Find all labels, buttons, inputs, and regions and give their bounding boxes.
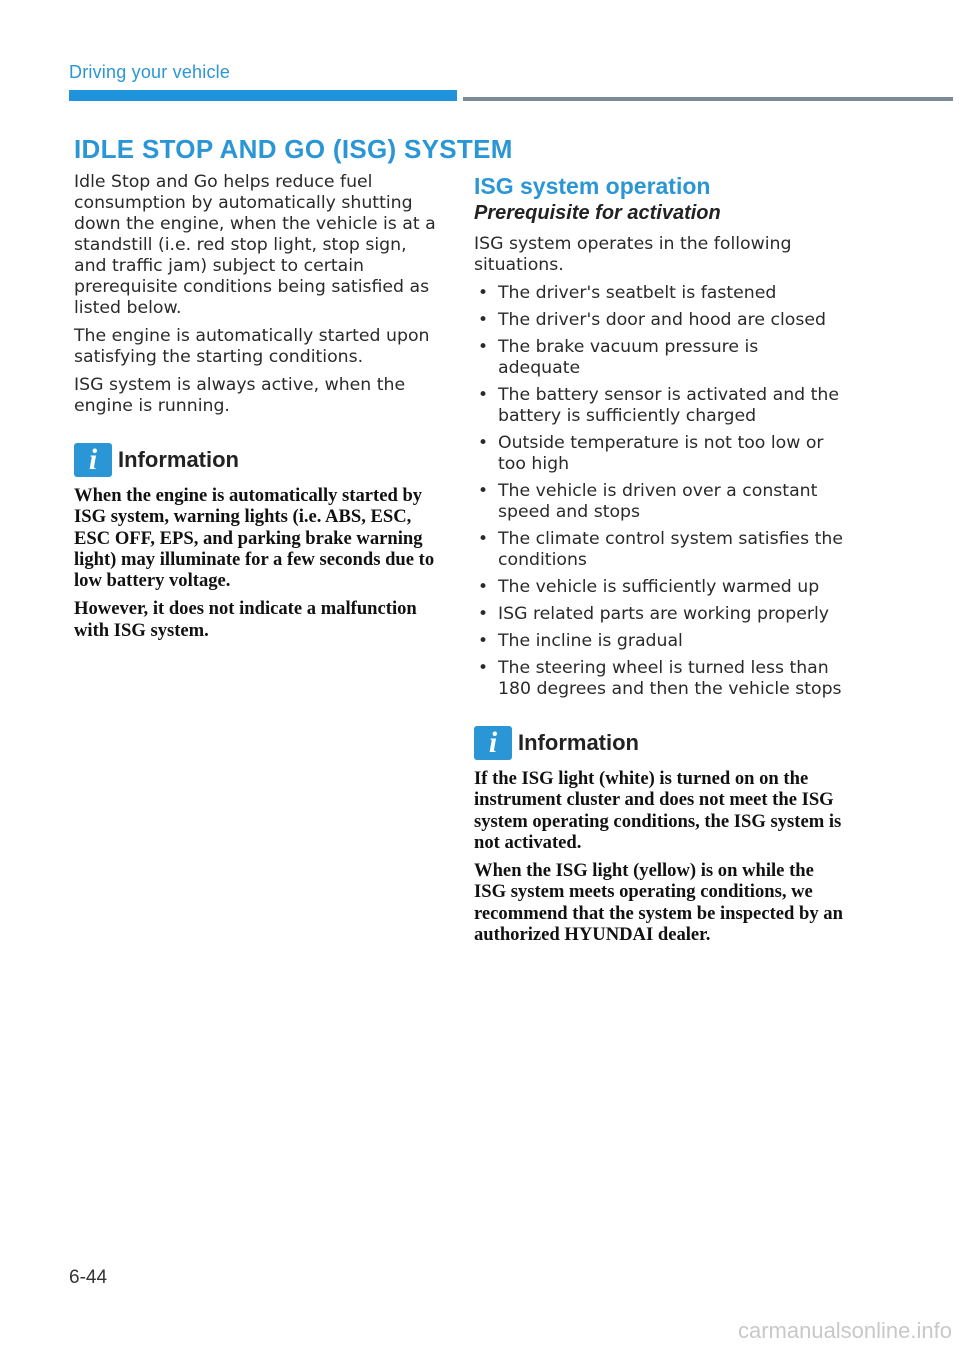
- information-note: When the engine is automatically started by ISG system, warning lights (i.e. ABS, ESC, ESC OFF, EPS, and parking brake warning light) may illuminate for a few seconds due to low battery voltage.: [74, 485, 435, 592]
- information-header: [474, 726, 844, 760]
- bullet-icon: •: [478, 604, 489, 624]
- information-icon: i: [474, 726, 512, 760]
- list-item: • The battery sensor is activated and the battery is sufficiently charged: [478, 385, 839, 426]
- bullet-icon: •: [478, 529, 489, 549]
- header-accent-bar: [69, 90, 457, 101]
- information-label: Information: [518, 730, 639, 755]
- list-item: • ISG related parts are working properly: [478, 604, 829, 624]
- bullet-icon: •: [478, 310, 489, 330]
- information-note: When the ISG light (yellow) is on while the ISG system meets operating conditions, we recommend that the system be inspected by an authorized HYUNDAI dealer.: [474, 860, 843, 946]
- bullet-icon: •: [478, 433, 489, 453]
- information-header: [74, 443, 444, 477]
- bullet-icon: •: [478, 658, 489, 678]
- information-note: However, it does not indicate a malfunction with ISG system.: [74, 598, 417, 641]
- information-icon: i: [74, 443, 112, 477]
- list-item: • The steering wheel is turned less than 180 degrees and then the vehicle stops: [478, 658, 842, 699]
- list-item: • The climate control system satisfies the conditions: [478, 529, 843, 570]
- intro-paragraph: Idle Stop and Go helps reduce fuel consumption by automatically shutting down the engine, when the vehicle is at a standstill (i.e. red stop light, stop sign, and traffic jam) subject to certain prerequisite conditions being satisfied as listed below.: [74, 172, 436, 318]
- bullet-icon: •: [478, 481, 489, 501]
- list-item: • The driver's door and hood are closed: [478, 310, 826, 330]
- list-item: • The vehicle is driven over a constant speed and stops: [478, 481, 818, 522]
- bullet-icon: •: [478, 577, 489, 597]
- right-column: [474, 172, 844, 952]
- page-number: 6-44: [69, 1267, 108, 1288]
- information-note: If the ISG light (white) is turned on on the instrument cluster and does not meet the ISG system operating conditions, the ISG system is not activated.: [474, 768, 842, 853]
- list-item: • The driver's seatbelt is fastened: [478, 283, 777, 303]
- list-item: • The vehicle is sufficiently warmed up: [478, 577, 820, 597]
- restart-paragraph: The engine is automatically started upon satisfying the starting conditions.: [74, 326, 430, 367]
- subsection-title: ISG system operation: [474, 173, 711, 199]
- conditions-list: [474, 283, 844, 700]
- bullet-icon: •: [478, 283, 489, 303]
- information-label: Information: [118, 447, 239, 472]
- page-header-title: Driving your vehicle: [69, 62, 231, 82]
- bullet-icon: •: [478, 337, 489, 357]
- list-item: • The incline is gradual: [478, 631, 683, 651]
- bullet-icon: •: [478, 631, 489, 651]
- watermark: carmanualsonline.info: [737, 1318, 952, 1343]
- bullet-icon: •: [478, 385, 489, 405]
- section-title: IDLE STOP AND GO (ISG) SYSTEM: [74, 134, 513, 164]
- list-item: • The brake vacuum pressure is adequate: [478, 337, 759, 378]
- left-column: [74, 172, 444, 648]
- list-item: • Outside temperature is not too low or too high: [478, 433, 824, 474]
- subsection-subtitle: Prerequisite for activation: [474, 202, 721, 224]
- header-divider-line: [463, 97, 953, 101]
- conditions-intro: ISG system operates in the following situations.: [474, 234, 792, 275]
- active-paragraph: ISG system is always active, when the engine is running.: [74, 375, 406, 416]
